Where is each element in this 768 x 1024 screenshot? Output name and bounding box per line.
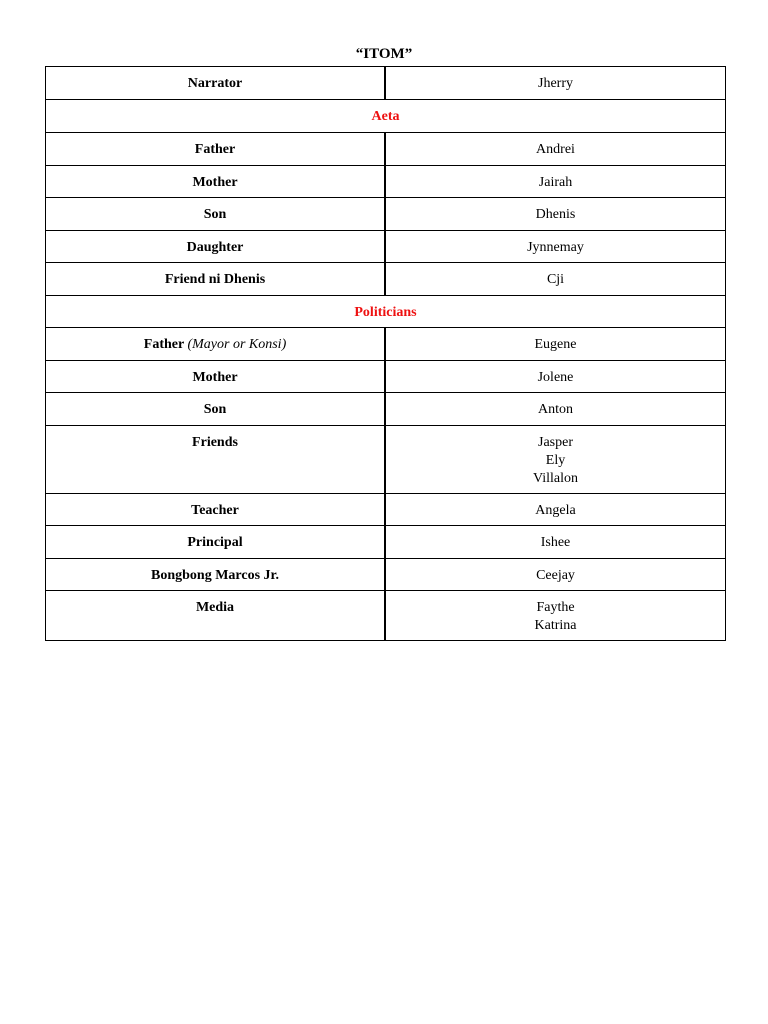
actor-name: Ceejay (536, 568, 575, 583)
role-cell (46, 591, 386, 641)
table-row (46, 328, 726, 361)
role-cell (46, 361, 386, 393)
role-cell (46, 494, 386, 526)
role-label: Principal (187, 535, 243, 550)
table-row (46, 67, 726, 100)
actor-names (386, 591, 725, 635)
role-cell (46, 67, 386, 100)
table-row (46, 263, 726, 296)
table-row (46, 526, 726, 559)
role-label: Father (143, 337, 184, 352)
table-row (46, 393, 726, 426)
actor-name: Jherry (538, 76, 573, 91)
role-label: Friends (192, 435, 238, 450)
actor-name: Jairah (538, 175, 573, 190)
actor-cell (385, 328, 726, 361)
role-label: Bongbong Marcos Jr. (151, 568, 279, 583)
section-heading-politicians (46, 296, 726, 328)
section-row (46, 100, 726, 133)
section-label: Politicians (354, 305, 417, 320)
actor-name: Cji (546, 272, 565, 287)
role-label: Narrator (187, 76, 243, 91)
table-row (46, 591, 726, 641)
actor-cell (385, 198, 726, 231)
role-label: Teacher (191, 503, 239, 518)
actor-cell (385, 526, 726, 559)
actor-cell (385, 426, 726, 494)
role-cell (46, 198, 386, 231)
actor-name: Angela (535, 503, 576, 518)
actor-name: Jynnemay (527, 240, 584, 255)
actor-name: Anton (538, 402, 573, 417)
role-cell (46, 426, 386, 494)
actor-name: Ely (545, 453, 566, 468)
actor-name: Jasper (538, 435, 573, 450)
role-cell (46, 133, 386, 166)
actor-name: Dhenis (535, 207, 576, 222)
actor-cell (385, 559, 726, 591)
role-cell (46, 166, 386, 198)
role-cell (46, 263, 386, 296)
section-row (46, 296, 726, 328)
actor-name: Faythe (536, 600, 575, 615)
actor-cell (385, 361, 726, 393)
actor-name: Katrina (534, 618, 577, 633)
table-row (46, 231, 726, 263)
actor-cell (385, 263, 726, 296)
table-row (46, 426, 726, 494)
table-row (46, 361, 726, 393)
role-label: Media (195, 600, 235, 615)
role-label: Mother (192, 175, 238, 190)
actor-name: Eugene (534, 337, 577, 352)
role-note: (Mayor or Konsi) (187, 337, 287, 352)
role-label: Friend ni Dhenis (164, 272, 266, 287)
role-label: Daughter (186, 240, 244, 255)
table-row (46, 133, 726, 166)
table-row (46, 198, 726, 231)
actor-name: Villalon (532, 471, 579, 486)
table-row (46, 494, 726, 526)
role-label: Mother (192, 370, 238, 385)
actor-cell (385, 166, 726, 198)
table-row (46, 166, 726, 198)
table-row (46, 559, 726, 591)
role-label: Son (203, 402, 227, 417)
actor-cell (385, 133, 726, 166)
role-cell (46, 393, 386, 426)
actor-name: Andrei (536, 142, 575, 157)
actor-names (386, 426, 725, 488)
actor-cell (385, 494, 726, 526)
cast-table (45, 66, 726, 641)
role-label: Father (194, 142, 236, 157)
role-cell (46, 559, 386, 591)
document-title: “ITOM” (355, 46, 413, 62)
section-heading-aeta (46, 100, 726, 133)
actor-cell (385, 231, 726, 263)
section-label: Aeta (371, 109, 400, 124)
actor-cell (385, 393, 726, 426)
role-label-with-note (46, 328, 384, 354)
role-cell (46, 328, 386, 361)
actor-name: Ishee (540, 535, 571, 550)
actor-name: Jolene (537, 370, 574, 385)
actor-cell (385, 591, 726, 641)
role-cell (46, 526, 386, 559)
role-label: Son (203, 207, 227, 222)
role-cell (46, 231, 386, 263)
actor-cell (385, 67, 726, 100)
